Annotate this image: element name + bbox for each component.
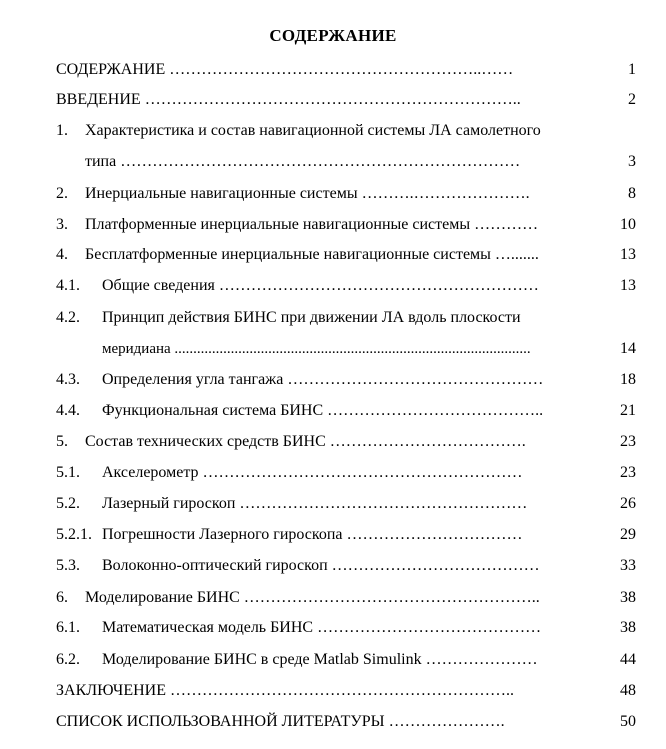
toc-title: СОДЕРЖАНИЕ — [269, 26, 397, 45]
toc-entry-section-5-2-1[interactable]: Погрешности Лазерного гироскопа …………………………… — [102, 526, 523, 543]
toc-page-number: 21 — [620, 402, 636, 419]
toc-entry-number: 1. — [56, 122, 68, 139]
toc-entry-number: 5. — [56, 433, 68, 450]
toc-entry-number: 6.1. — [56, 619, 80, 636]
toc-entry-number: 4.4. — [56, 402, 80, 419]
toc-entry-section-6[interactable]: Моделирование БИНС ……………………………………………….. — [85, 589, 540, 606]
toc-entry-section-4-4[interactable]: Функциональная система БИНС ………………………………….. — [102, 402, 544, 419]
toc-entry-conclusion[interactable]: ЗАКЛЮЧЕНИЕ ……………………………………………………….. — [56, 682, 514, 699]
toc-entry-section-5-1[interactable]: Акселерометр …………………………………………………… — [102, 464, 523, 481]
toc-entry-number: 6. — [56, 589, 68, 606]
toc-entry-section-6-2[interactable]: Моделирование БИНС в среде Matlab Simulink ………………… — [102, 651, 538, 668]
toc-page-number: 33 — [620, 557, 636, 574]
toc-entry-section-4-2-cont[interactable]: меридиана ............................................................................................... — [102, 341, 531, 357]
toc-page-number: 3 — [628, 153, 636, 170]
toc-page-number: 26 — [620, 495, 636, 512]
toc-entry-section-1-cont[interactable]: типа ………………………………………………………………… — [85, 153, 521, 170]
toc-entry-section-4[interactable]: Бесплатформенные инерциальные навигационные системы …....... — [85, 246, 539, 263]
toc-entry-section-2[interactable]: Инерциальные навигационные системы ……….…………………. — [85, 185, 530, 202]
toc-entry-number: 3. — [56, 216, 68, 233]
toc-entry-section-1[interactable]: Характеристика и состав навигационной системы ЛА самолетного — [85, 122, 541, 139]
toc-entry-section-3[interactable]: Платформенные инерциальные навигационные системы ………… — [85, 216, 539, 233]
toc-page-number: 13 — [620, 277, 636, 294]
toc-page-number: 1 — [628, 61, 636, 78]
toc-entry-number: 5.3. — [56, 557, 80, 574]
toc-entry-section-4-3[interactable]: Определения угла тангажа ………………………………………… — [102, 371, 544, 388]
toc-entry-references[interactable]: СПИСОК ИСПОЛЬЗОВАННОЙ ЛИТЕРАТУРЫ …………………. — [56, 713, 505, 730]
toc-entry-number: 5.1. — [56, 464, 80, 481]
toc-entry-number: 5.2.1. — [56, 526, 92, 543]
toc-entry-section-4-2[interactable]: Принцип действия БИНС при движении ЛА вдоль плоскости — [102, 309, 521, 326]
toc-page-number: 38 — [620, 619, 636, 636]
toc-entry-introduction[interactable]: ВВЕДЕНИЕ …………………………………………………………….. — [56, 91, 521, 108]
toc-entry-section-5-3[interactable]: Волоконно-оптический гироскоп ………………………………… — [102, 557, 540, 574]
toc-entry-number: 4. — [56, 246, 68, 263]
toc-entry-number: 4.1. — [56, 277, 80, 294]
toc-page-number: 38 — [620, 589, 636, 606]
toc-page-number: 23 — [620, 433, 636, 450]
toc-page-number: 2 — [628, 91, 636, 108]
toc-entry-number: 4.2. — [56, 309, 80, 326]
toc-entry-section-5-2[interactable]: Лазерный гироскоп ……………………………………………… — [102, 495, 528, 512]
toc-entry-number: 6.2. — [56, 651, 80, 668]
toc-page-number: 18 — [620, 371, 636, 388]
toc-entry-section-6-1[interactable]: Математическая модель БИНС …………………………………… — [102, 619, 542, 636]
toc-page-number: 23 — [620, 464, 636, 481]
toc-entry-number: 5.2. — [56, 495, 80, 512]
toc-entry-section-4-1[interactable]: Общие сведения …………………………………………………… — [102, 277, 539, 294]
toc-page-number: 8 — [628, 185, 636, 202]
toc-entry-section-5[interactable]: Состав технических средств БИНС ………………………………. — [85, 433, 526, 450]
toc-page-number: 44 — [620, 651, 636, 668]
toc-page-number: 48 — [620, 682, 636, 699]
toc-page-number: 50 — [620, 713, 636, 730]
toc-entry-contents[interactable]: СОДЕРЖАНИЕ …………………………………………………..…… — [56, 61, 514, 78]
toc-page-number: 29 — [620, 526, 636, 543]
toc-page-number: 13 — [620, 246, 636, 263]
toc-page-number: 14 — [620, 340, 636, 357]
toc-page-number: 10 — [620, 216, 636, 233]
toc-entry-number: 4.3. — [56, 371, 80, 388]
toc-entry-number: 2. — [56, 185, 68, 202]
